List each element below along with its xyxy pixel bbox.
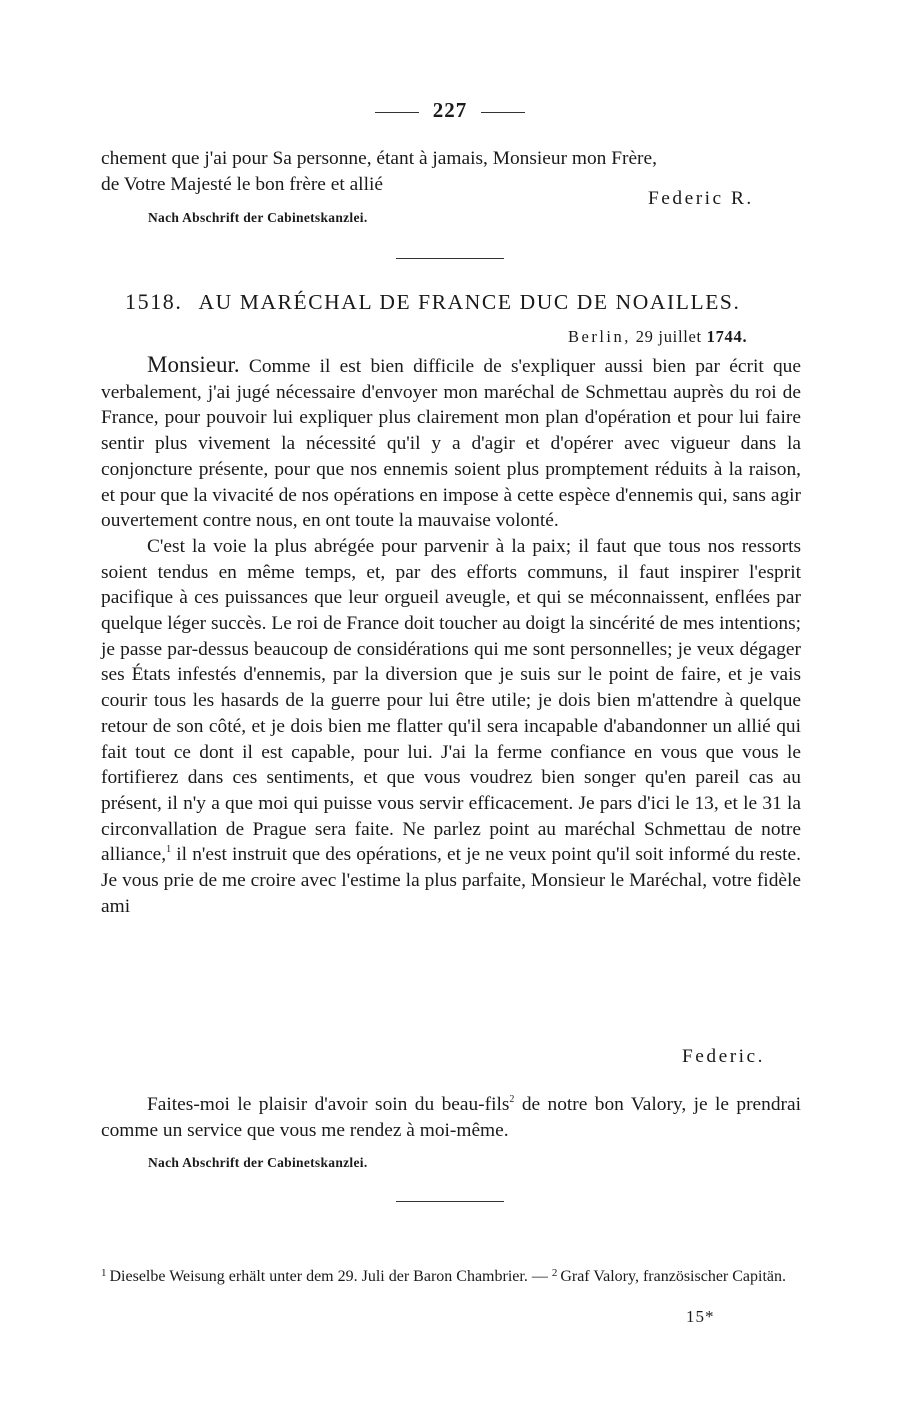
letter-year: 1744. <box>706 327 748 346</box>
page-header <box>0 98 900 123</box>
footnote-ref-1: 1 <box>166 844 172 856</box>
footnote-number-1: 1 <box>101 1267 107 1279</box>
continuation-line-1: chement que j'ai pour Sa personne, étant à jamais, Monsieur mon Frère, <box>101 148 657 169</box>
letter-paragraph-2b: il n'est instruit que des opérations, et je ne veux point qu'il soit informé du reste. Je vous prie de me croire avec l'estime la plus parfaite, Monsieur le Maréchal, votre fidèle ami <box>101 844 801 917</box>
letter-salutation: Monsieur. <box>147 352 240 377</box>
header-dash-right <box>481 112 525 113</box>
continuation-line-2: de Votre Majesté le bon frère et allié <box>101 173 383 195</box>
letter-date: 29 juillet <box>635 327 702 346</box>
header-dash-left <box>375 112 419 113</box>
letter-signature: Federic. <box>682 1046 765 1067</box>
printer-signature-mark: 15* <box>686 1307 715 1326</box>
letter-number: 1518. <box>125 289 183 314</box>
letter-dateline <box>568 327 747 347</box>
letter-title: AU MARÉCHAL DE FRANCE DUC DE NOAILLES. <box>198 290 741 314</box>
letter-heading <box>125 289 785 315</box>
letter-source: Nach Abschrift der Cabinetskanzlei. <box>148 1155 368 1170</box>
postscript-a: Faites-moi le plaisir d'avoir soin du beau-fils <box>147 1094 510 1115</box>
letter-paragraph-2a: C'est la voie la plus abrégée pour parvenir à la paix; il faut que tous nos ressorts soient tendus en même temps, et, par des efforts communs, il faut inspirer l'esprit pacifique à ces puissances que leur orgueil aveugle, et qui se méconnaissent, enflées par quelque léger succès. Le roi de France doit toucher au doigt la sincérité de mes intentions; je passe par-dessus beaucoup de considérations qui me sont personnelles; je veux dégager ses États infestés d'ennemis, par la diversion que je suis sur le point de faire, et je vais courir tous les hasards de la guerre pour lui être utile; je dois bien m'attendre à quelque retour de son côté, et je dois bien me flatter qu'il sera incapable d'abandonner un allié qui fait tout ce dont il est capable, pour lui. J'ai la ferme confiance en vous que vous le fortifierez dans ces sentiments, et que vous voudrez bien songer qu'en pareil cas au présent, il n'y a que moi qui puisse vous servir efficacement. Je pars d'ici le 13, et le 31 la circonvallation de Prague sera faite. Ne parlez point au maréchal Schmettau de notre alliance, <box>101 535 801 866</box>
postscript-b: de notre bon Valory, je le prendrai comme un service que vous me rendez à moi-même. <box>101 1094 802 1141</box>
footnote-ref-2: 2 <box>509 1094 515 1105</box>
letter-paragraph-1 <box>101 352 801 534</box>
postscript-paragraph <box>101 1092 801 1143</box>
letter-place: Berlin, <box>568 327 631 346</box>
letter-body <box>101 352 801 919</box>
letter-paragraph-1-text: Comme il est bien difficile de s'expliquer aussi bien par écrit que verbalement, j'ai jugé nécessaire d'envoyer mon maréchal de Schmettau auprès du roi de France, pour pouvoir lui expliquer plus clairement mon plan d'opération et pour lui faire sentir plus vivement la nécessité qu'il y a d'agir et d'opérer avec vigueur dans la conjoncture présente, pour que nos ennemis soient plus promptement réduits à la raison, et pour que la vivacité de nos opérations en impose à cette espèce d'ennemis qui, sans agir ouvertement contre nous, en ont toute la mauvaise volonté. <box>101 356 801 532</box>
footnote-number-2: 2 <box>551 1267 558 1279</box>
footnote-text-2: Graf Valory, französischer Capitän. <box>560 1268 787 1285</box>
letter-paragraph-2 <box>101 534 801 920</box>
footnote-text-1: Dieselbe Weisung erhält unter dem 29. Juli der Baron Chambrier. — <box>109 1268 548 1285</box>
letter-postscript <box>101 1092 801 1143</box>
footnotes <box>101 1262 803 1288</box>
continuation-source: Nach Abschrift der Cabinetskanzlei. <box>148 210 368 225</box>
section-divider-bottom <box>396 1201 504 1202</box>
continuation-signature: Federic R. <box>648 188 754 209</box>
page-number: 227 <box>432 98 468 122</box>
section-divider-top <box>396 258 504 259</box>
